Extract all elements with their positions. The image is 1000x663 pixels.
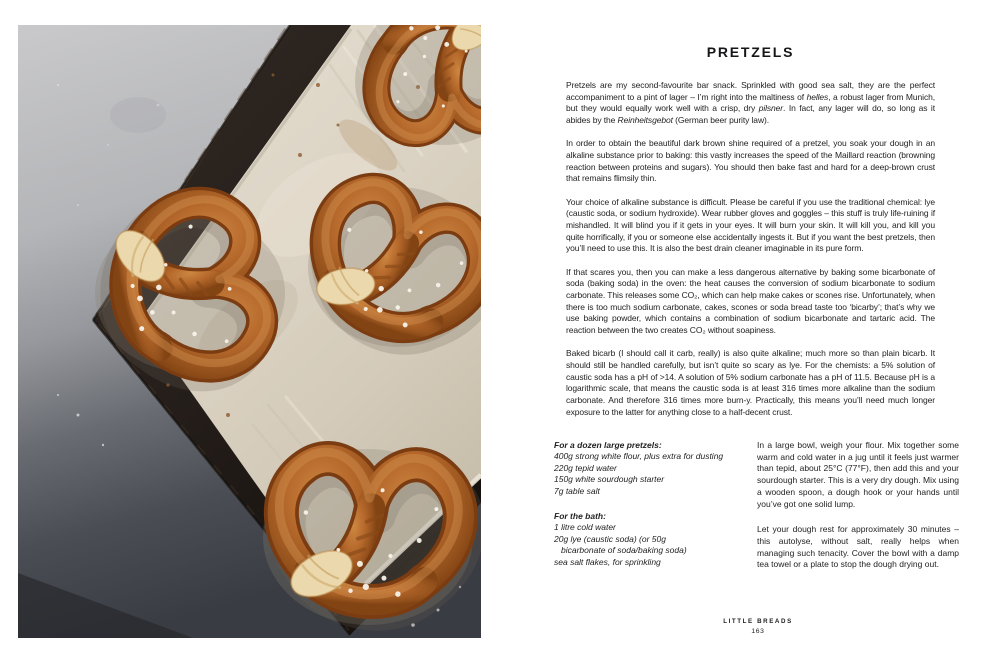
pretzel-photo <box>18 25 481 638</box>
ingredient-item: 220g tepid water <box>554 462 617 473</box>
ingredients-heading: For a dozen large pretzels: <box>554 440 662 450</box>
paragraph: In order to obtain the beautiful dark brown shine required of a pretzel, you soak your dough in an alkaline substance prior to baking: this vastly increases the speed of the Maillard reaction (browning reaction between proteins and sugars). You should then bake fast and hard for a deep-brown crust that remains flimsily thin. <box>566 138 935 184</box>
ingredient-item: sea salt flakes, for sprinkling <box>554 556 661 567</box>
ingredient-item: 400g strong white flour, plus extra for dusting <box>554 451 724 462</box>
pretzel-photo-art <box>18 25 481 638</box>
page-footer <box>540 618 976 635</box>
ingredients-column <box>554 440 750 568</box>
ingredient-item: 1 litre cold water <box>554 522 616 533</box>
method-step: Let your dough rest for approximately 30 minutes – this autolyse, without salt, really helps when managing such tenacity. Cover the bowl with a damp tea towel or a plate to stop the dough drying out. <box>757 524 959 570</box>
paragraph: Your choice of alkaline substance is difficult. Please be careful if you use the traditional chemical: lye (caustic soda, or sodium hydroxide). Wear rubber gloves and goggles – this stuff is truly life-ruining if mishandled. It will blind you if it gets in your eyes. It will burn your skin. It will kill you, and kill you quite horrifically, if you or someone else accidentally ingests it. But if you want the best pretzels, then you’ll need to use this. It is also the best drain cleaner imaginable in its pure form. <box>566 196 935 254</box>
ingredient-item: 20g lye (caustic soda) (or 50g <box>554 533 666 544</box>
page-number: 163 <box>751 627 765 635</box>
intro-text <box>566 80 935 430</box>
section-name: LITTLE BREADS <box>723 618 793 625</box>
paragraph: Pretzels are my second-favourite bar snack. Sprinkled with good sea salt, they are the perfect accompaniment to a pint of lager – I’m right into the maltiness of helles, a robust lager from Munich, but they would equally work well with a crisp, dry pilsner. In fact, any lager will do, so long as it abides by the Reinheitsgebot (German beer purity law). <box>566 80 935 126</box>
ingredient-item-continued: bicarbonate of soda/baking soda) <box>561 545 687 556</box>
bath-heading: For the bath: <box>554 511 606 522</box>
method-column <box>757 440 959 585</box>
ingredient-item: 150g white sourdough starter <box>554 474 665 485</box>
method-step: In a large bowl, weigh your flour. Mix together some warm and cold water in a jug until it feels just warmer than tepid, about 25°C (77°F), then add this and your sourdough starter. This is a very dry dough. Mix using a wooden spoon, a dough hook or your hands until you’ve got one solid lump. <box>757 440 959 509</box>
pretzel-bottom <box>272 449 470 618</box>
ingredient-item: 7g table salt <box>554 485 600 496</box>
page-title: PRETZELS <box>706 44 795 60</box>
paragraph: Baked bicarb (I should call it carb, really) is also quite alkaline; much more so than plain bicarb. It should still be handled carefully, but isn’t quite so scary as lye. For the chemists: a 5% solution of caustic soda has a pH of >14. A solution of 5% sodium carbonate has a pH of 11.5. Because pH is a logarithmic scale, that means the caustic soda is at least 316 times more alkaline than the sodium carbonate. And therefore 316 times more burn-y. Practically, this means you’ll need much longer exposure to the latter for anything close to a half-decent crust. <box>566 348 935 417</box>
paragraph: If that scares you, then you can make a less dangerous alternative by baking some bicarbonate of soda (baking soda) in the oven: the heat causes the conversion of sodium bicarbonate to sodium carbonate. This releases some CO₂, which can help make cakes or scones rise. Unfortunately, when there is too much sodium carbonate, cakes, scones or soda bread taste too ‘bicarby’; that’s why we use baking powder, which contains a combination of sodium bicarbonate and tartaric acid. The reaction between the two creates CO₂ without soapiness. <box>566 266 935 336</box>
